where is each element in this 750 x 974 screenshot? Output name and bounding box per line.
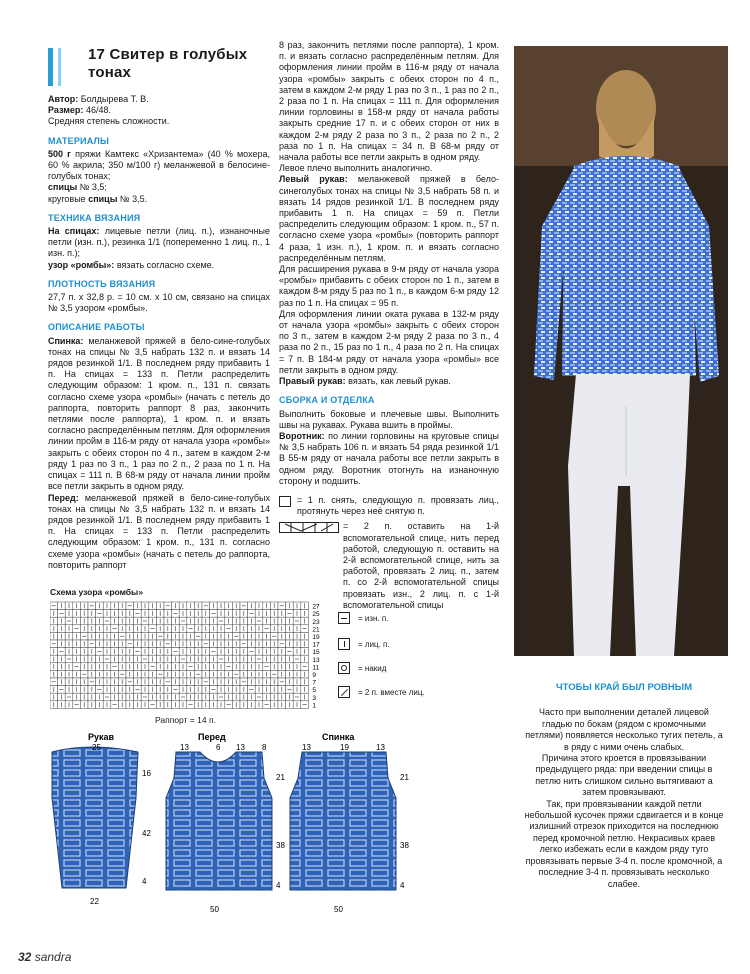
collar-instructions: [279, 431, 499, 487]
chart-row-number: 1: [312, 702, 317, 710]
sleeve-cap-text: Для оформления линии оката рукава в 132-м ряду от начала узора «ромбы» закрыть с обеих сторон по 3 п., затем в каждом 2-м ряду 2 раза по 3 п., 4 раза по 2 п., 15 раз по 1 п., 4 раза по 2 п. На спицах = 7 п. В 184-м ряду от начала узора «ромбы» все петли закрыть в одном ряду.: [279, 308, 499, 375]
collar-text: по линии горловины на круговые спицы № 3,5 набрать 106 п. и вязать 54 ряда резинкой 1/1 В 55-м ряду от начала работы все петли закрыть в одном ряду. Воротник отогнуть на изнаночную сторону и подшить.: [279, 430, 499, 486]
density-heading: ПЛОТНОСТЬ ВЯЗАНИЯ: [48, 278, 156, 289]
back-w1: 13: [302, 743, 311, 752]
size-label: Размер:: [48, 105, 84, 116]
knit-symbol-icon: [338, 638, 350, 650]
assembly-heading: СБОРКА И ОТДЕЛКА: [279, 395, 375, 406]
front-h38: 38: [276, 841, 285, 850]
back-shape: [290, 752, 396, 890]
legend-purl: [338, 612, 498, 626]
tip-heading: ЧТОБЫ КРАЙ БЫЛ РОВНЫМ: [556, 682, 692, 693]
slip-stitch-icon: [279, 496, 291, 507]
work-heading: ОПИСАНИЕ РАБОТЫ: [48, 322, 145, 333]
purl-symbol-icon: [338, 612, 350, 624]
left-sleeve-text: меланжевой пряжей в бело-синеголубых тонах на спицы № 3,5 набрать 58 п. и вязать 14 рядов резинкой 1/1. В последнем ряду прибавить 1 п. На спицах = 59 п. Петли распределить следующим образом: 1 кром. п., 57 п. согласно схеме узора «ромбы» (повторить раппорт 4 раза, 1 изн. п.), 1 кром. п. и вязать согласно распределённым петлям.: [279, 174, 499, 263]
technique-pattern-text: вязать согласно схеме.: [116, 259, 215, 270]
back-text: меланжевой пряжей в бело-сине-голубых тонах на спицы № 3,5 набрать 132 п. и вязать 14 рядов резинкой 1/1. В последнем ряду прибавить 1 п. На спицах = 133 п. Петли распределить следующим образом: 1 кром. п., 131 п. связать согласно схеме узора «ромбы» (начать с петель до раппорта, повторить раппорт 8 раз, закончить петлями после раппорта), 1 кром. п. и вязать согласно распределённым петлям. Для оформления линии пройм в 116-м ряду от начала узора «ромбы» закрыть с обеих сторон по 4 п., затем в каждом 2-м ряду 1 раз по 3 п., 1 раз по 2 п., 2 раза по 1 п. На спицах = 111 п. В 68-м ряду от начала линии пройм все петли закрыть в одном ряду.: [48, 335, 270, 492]
model-illustration: [514, 46, 728, 656]
k2tog-symbol-icon: [338, 686, 350, 698]
sleeve-top-measure: 25: [92, 743, 101, 752]
column-2: [279, 40, 499, 611]
right-sleeve-label: Правый рукав:: [279, 376, 346, 387]
legend-k2tog: [338, 686, 498, 700]
symbol-2-note: [279, 521, 499, 611]
chart-row-number: 13: [312, 656, 320, 664]
title-line-1: 17 Свитер в голубых: [88, 46, 248, 63]
title-accent-bar: [48, 48, 75, 86]
density-text: 27,7 п. х 32,8 р. = 10 см. х 10 см, связано на спицах № 3,5 узором «ромбы».: [48, 292, 270, 314]
circular-label: круговые: [48, 193, 86, 204]
front-label: Перед: [198, 732, 226, 742]
chart-row-number: 5: [312, 687, 317, 695]
tip-paragraph-1: Часто при выполнении деталей лицевой гладью по бокам (рядом с кромочными петлями) появляется несколько тугих петель, а в ряду с ними очень слабых.: [525, 707, 723, 752]
sleeve-increase-text: Для расширения рукава в 9-м ряду от начала узора «ромбы» прибавить с обеих сторон по 1 п., затем в каждом 8-м ряду 5 раз по 1 п., в каждом 6-м ряду 12 раз по 1 п. На спицах = 95 п.: [279, 264, 499, 308]
title-line-2: тонах: [88, 64, 132, 81]
symbol-2-text: = 2 п. оставить на 1-й вспомогательной спице, нить перед работой, следующую п. оставить на 2-й вспомогательной спице, нить за работой, провязать 2 лиц. п., затем п. со 2-й вспомогательной спицы провязать изн., 2 лиц. п. с 1-й вспомогательной спицы: [343, 521, 499, 610]
article-title: [48, 46, 270, 82]
sleeve-label: Рукав: [88, 732, 115, 742]
sleeve-h1-measure: 16: [142, 769, 151, 778]
back-w3: 13: [376, 743, 385, 752]
chart-grid: [50, 602, 308, 708]
technique-pattern-label: узор «ромбы»:: [48, 259, 115, 270]
garment-schematics: [40, 728, 420, 918]
legend-k2tog-text: = 2 п. вместе лиц.: [358, 688, 425, 697]
needles-label: спицы: [48, 182, 78, 193]
page-number: 32: [18, 950, 32, 964]
symbol-1-text: = 1 п. снять, следующую п. провязать лиц., протянуть через неё снятую п.: [297, 494, 499, 517]
legend-yarnover-text: = накид: [358, 664, 387, 673]
yarn-text: пряжи Камтекс «Хризантема» (40 % мохера, 60 % акрила; 350 м/100 г) меланжевой в белосине-голубых тонах;: [48, 148, 271, 182]
rapport-label: Раппорт = 14 п.: [155, 715, 216, 725]
back-instructions: [48, 336, 270, 493]
tip-paragraph-3: Так, при провязывании каждой петли небольшой кусочек пряжи сдвигается и в конце излишний отрезок приходится на последнюю перед кромочной петлю. Некрасивых краев легко избежать если в каждом ряду туго провязывать первые 3-4 п. после кромочной, а последние 3-4 п. провязывать несколько слабее.: [524, 798, 724, 889]
chart-row-number: 23: [312, 618, 320, 626]
back-label: Спинка: [322, 732, 355, 742]
circular-needles: спицы: [88, 193, 118, 204]
materials-yarn: [48, 149, 270, 183]
front-instructions: [48, 493, 270, 571]
symbol-1-note: [279, 495, 499, 517]
legend-knit: [338, 638, 498, 652]
right-sleeve-instructions: [279, 376, 499, 387]
front-label: Перед:: [48, 492, 79, 503]
chart-row-number: 15: [312, 649, 320, 657]
legend-purl-text: = изн. п.: [358, 614, 389, 623]
back-h4: 4: [400, 881, 405, 890]
chart-row-number: 3: [312, 694, 317, 702]
front-h4: 4: [276, 881, 281, 890]
chart-row-number: 11: [312, 664, 320, 672]
technique-needles-text: лицевые петли (лиц. п.), изнаночные петли (изн. п.), резинка 1/1 (попеременно 1 лиц. п., 1 изн. п.);: [48, 226, 270, 259]
chart-row-number: 17: [312, 641, 320, 649]
chart-row-number: 7: [312, 679, 317, 687]
back-h21: 21: [400, 773, 409, 782]
right-sleeve-text: вязать, как левый рукав.: [348, 376, 451, 387]
front-w3: 13: [236, 743, 245, 752]
back-w50: 50: [334, 905, 343, 914]
left-shoulder-note: Левое плечо выполнить аналогично.: [279, 163, 433, 174]
sweater-photo: [514, 46, 728, 656]
technique-needles: [48, 226, 270, 260]
cable-cross-icon: [279, 522, 339, 533]
technique-pattern: [48, 260, 270, 271]
front-w4: 8: [262, 743, 267, 752]
legend-knit-text: = лиц. п.: [358, 640, 390, 649]
legend-yarnover: [338, 662, 498, 676]
tip-sidebar: [524, 682, 724, 890]
column-1: [48, 46, 270, 571]
chart-row-number: 27: [312, 603, 320, 611]
technique-needles-label: На спицах:: [48, 226, 100, 237]
back-h38: 38: [400, 841, 409, 850]
front-text: меланжевой пряжей в бело-сине-голубых тонах на спицы № 3,5 набрать 132 п. и вязать 14 рядов резинкой 1/1. В последнем ряду прибавить 1 п. На спицах = 133 п. Петли распределить следующим образом: 1 кром. п., 131 п. согласно схеме узора «ромбы» (начать с петель до раппорта, повторить раппорт: [48, 492, 270, 570]
front-w2: 6: [216, 743, 221, 752]
chart-row-labels: [312, 604, 320, 710]
needles-text: № 3,5;: [79, 182, 107, 193]
technique-heading: ТЕХНИКА ВЯЗАНИЯ: [48, 212, 141, 223]
left-sleeve-label: Левый рукав:: [279, 174, 348, 185]
front-w1: 13: [180, 743, 189, 752]
materials-heading: МАТЕРИАЛЫ: [48, 135, 110, 146]
chart-row-number: 19: [312, 634, 320, 641]
size-value: 46/48.: [85, 105, 111, 116]
assembly-text: Выполнить боковые и плечевые швы. Выполнить швы на рукавах. Рукава вшить в проймы.: [279, 408, 499, 430]
materials-circular: [48, 194, 270, 205]
tip-paragraph-2: Причина этого кроется в провязывании предыдущего ряда: при введении спицы в петлю нить слишком сильно вытягивают а затем провязывают.: [535, 753, 713, 798]
front-continued: 8 раз, закончить петлями после раппорта), 1 кром. п. и вязать согласно распределённым петлям. Для оформления линии пройм в 116-м ряду от начала узора «ромбы» закрыть с обеих сторон по 4 п., затем в каждом 2-м ряду 1 раз по 3 п., 1 раз по 2 п., 2 раза по 1 п. На спицах = 111 п. Для оформления линии горловины в 158-м ряду от начала работы закрыть средние 17 п. и с обеих сторон от них в каждом 2-м ряду 2 раза по 3 п., 2 раза по 2 п., 2 раза по 1 п. На спицах = 34 п. В 68-м ряду от начала работы все петли закрыть в одном ряду.: [279, 40, 499, 163]
chart-title: Схема узора «ромбы»: [50, 587, 144, 597]
chart-row-number: 21: [312, 626, 320, 634]
materials-needles: [48, 182, 270, 193]
difficulty-text: Средняя степень сложности.: [48, 116, 170, 127]
yarn-amount: 500 г: [48, 148, 71, 159]
page-footer: [18, 950, 71, 964]
chart-row-number: 9: [312, 672, 317, 679]
back-label: Спинка:: [48, 335, 84, 346]
author-block: [48, 94, 270, 128]
yarnover-symbol-icon: [338, 662, 350, 674]
author-value: Болдырева Т. В.: [80, 94, 149, 104]
knitting-chart: [50, 600, 330, 712]
chart-row-number: 25: [312, 611, 320, 619]
left-sleeve-instructions: [279, 174, 499, 264]
sleeve-bottom-measure: 22: [90, 897, 99, 906]
front-shape: [166, 752, 272, 890]
front-h21: 21: [276, 773, 285, 782]
sleeve-h2-measure: 42: [142, 829, 151, 838]
sleeve-h3-measure: 4: [142, 877, 147, 886]
sleeve-shape: [52, 747, 138, 888]
author-label: Автор:: [48, 94, 79, 104]
front-w50: 50: [210, 905, 219, 914]
magazine-name: sandra: [34, 950, 72, 964]
back-w2: 19: [340, 743, 349, 752]
circular-text: № 3,5.: [119, 193, 148, 204]
collar-label: Воротник:: [279, 430, 325, 441]
